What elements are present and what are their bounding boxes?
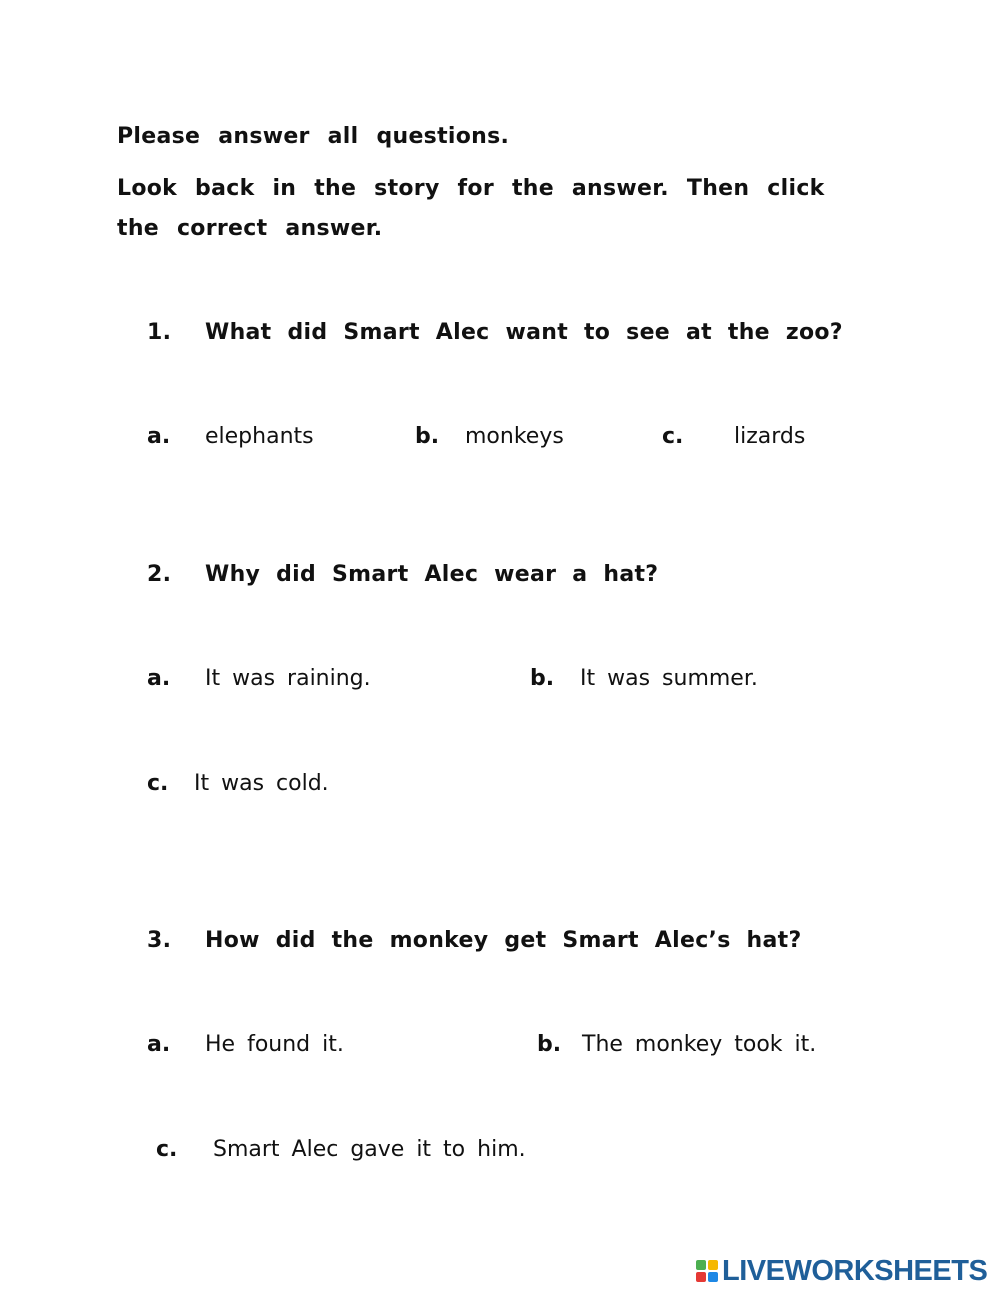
instruction-line-3: the correct answer. <box>117 216 383 241</box>
option-text: elephants <box>205 424 314 449</box>
option-letter: b. <box>537 1032 562 1057</box>
option-letter: c. <box>156 1137 178 1162</box>
option-letter: b. <box>415 424 440 449</box>
liveworksheets-blocks-icon <box>696 1260 718 1282</box>
q2-option-a[interactable] <box>147 664 371 694</box>
option-text: lizards <box>734 424 806 449</box>
q1-option-b[interactable] <box>415 422 564 452</box>
option-letter: a. <box>147 666 171 691</box>
option-text: monkeys <box>465 424 564 449</box>
question-number: 2. <box>147 562 172 587</box>
option-text: It was summer. <box>580 666 758 691</box>
question-text: What did Smart Alec want to see at the zoo? <box>205 320 843 345</box>
option-text: He found it. <box>205 1032 344 1057</box>
question-text: Why did Smart Alec wear a hat? <box>205 562 659 587</box>
q3-option-a[interactable] <box>147 1030 344 1060</box>
option-text: Smart Alec gave it to him. <box>213 1137 526 1162</box>
question-2 <box>147 560 658 590</box>
option-letter: c. <box>662 424 684 449</box>
option-text: It was raining. <box>205 666 371 691</box>
instruction-line-1: Please answer all questions. <box>117 124 510 149</box>
q3-option-c[interactable] <box>156 1135 526 1165</box>
q1-option-c[interactable] <box>662 422 805 452</box>
liveworksheets-logo <box>696 1253 987 1289</box>
q2-option-b[interactable] <box>530 664 758 694</box>
q1-option-a[interactable] <box>147 422 314 452</box>
q2-option-c[interactable] <box>147 769 329 799</box>
option-text: It was cold. <box>194 771 329 796</box>
logo-text: LIVEWORKSHEETS <box>722 1254 988 1287</box>
question-3 <box>147 926 802 956</box>
option-letter: b. <box>530 666 555 691</box>
question-number: 1. <box>147 320 172 345</box>
option-letter: a. <box>147 424 171 449</box>
instruction-line-2: Look back in the story for the answer. Then click <box>117 176 825 201</box>
question-1 <box>147 318 843 348</box>
option-letter: a. <box>147 1032 171 1057</box>
option-text: The monkey took it. <box>582 1032 817 1057</box>
question-text: How did the monkey get Smart Alec’s hat? <box>205 928 802 953</box>
q3-option-b[interactable] <box>537 1030 816 1060</box>
question-number: 3. <box>147 928 172 953</box>
option-letter: c. <box>147 771 169 796</box>
